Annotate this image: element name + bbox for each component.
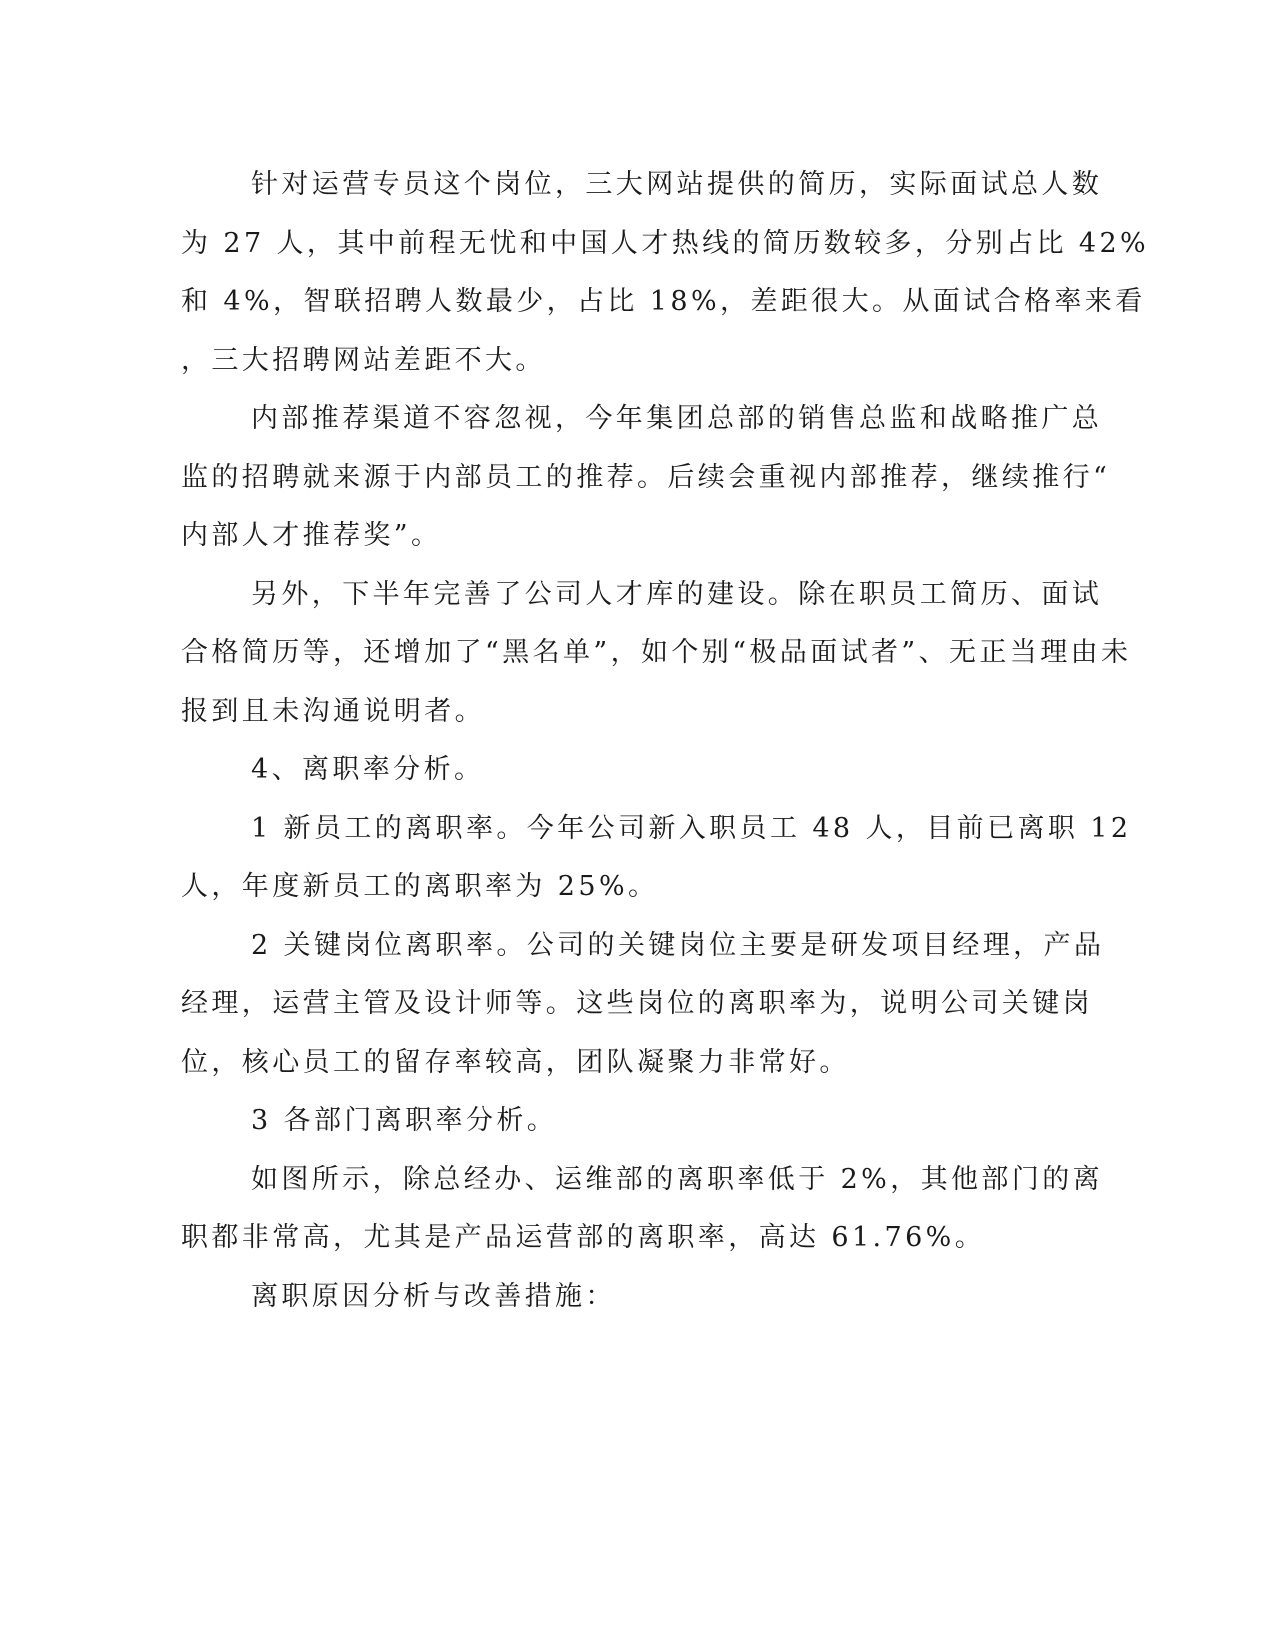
- heading-turnover-analysis: [181, 741, 1033, 800]
- text-line: 和 4%，智联招聘人数最少，占比 18%，差距很大。从面试合格率来看: [181, 286, 1146, 317]
- heading-turnover-causes: [181, 1268, 1033, 1327]
- text-line: 经理，运营主管及设计师等。这些岗位的离职率为，说明公司关键岗: [181, 988, 1093, 1019]
- document-page: [181, 156, 1150, 1326]
- paragraph-internal-referral: [181, 390, 1111, 566]
- text-line: 内部推荐渠道不容忽视，今年集团总部的销售总监和战略推广总: [251, 403, 1103, 434]
- section-heading: 离职原因分析与改善措施：: [251, 1280, 616, 1312]
- text-line: 位，核心员工的留存率较高，团队凝聚力非常好。: [181, 1046, 850, 1078]
- paragraph-key-position-turnover: [181, 917, 1105, 1093]
- text-line: 监的招聘就来源于内部员工的推荐。后续会重视内部推荐，继续推行“: [181, 461, 1111, 493]
- text-line: 针对运营专员这个岗位，三大网站提供的简历，实际面试总人数: [251, 169, 1103, 200]
- text-line: 另外，下半年完善了公司人才库的建设。除在职员工简历、面试: [251, 578, 1103, 610]
- paragraph-department-turnover: [181, 1151, 1104, 1268]
- text-line: 内部人才推荐奖”。: [181, 520, 442, 551]
- text-line: 1 新员工的离职率。今年公司新入职员工 48 人，目前已离职 12: [251, 812, 1132, 844]
- paragraph-talent-pool: [181, 566, 1132, 742]
- text-line: 人，年度新员工的离职率为 25%。: [181, 871, 659, 902]
- section-heading: 4、离职率分析。: [251, 754, 485, 785]
- text-line: 职都非常高，尤其是产品运营部的离职率，高达 61.76%。: [181, 1222, 986, 1253]
- paragraph-new-employee-turnover: [181, 800, 1132, 917]
- paragraph-recruitment-channels: [181, 156, 1150, 390]
- section-heading: 3 各部门离职率分析。: [251, 1105, 558, 1136]
- text-line: 2 关键岗位离职率。公司的关键岗位主要是研发项目经理，产品: [251, 929, 1105, 961]
- text-line: 如图所示，除总经办、运维部的离职率低于 2%，其他部门的离: [251, 1163, 1104, 1195]
- text-line: 为 27 人，其中前程无忧和中国人才热线的简历数较多，分别占比 42%: [181, 227, 1150, 259]
- heading-department-turnover: [181, 1092, 1033, 1151]
- text-line: 报到且未沟通说明者。: [181, 695, 485, 727]
- text-line: ，三大招聘网站差距不大。: [181, 344, 546, 376]
- text-line: 合格简历等，还增加了“黑名单”，如个别“极品面试者”、无正当理由未: [181, 637, 1132, 668]
